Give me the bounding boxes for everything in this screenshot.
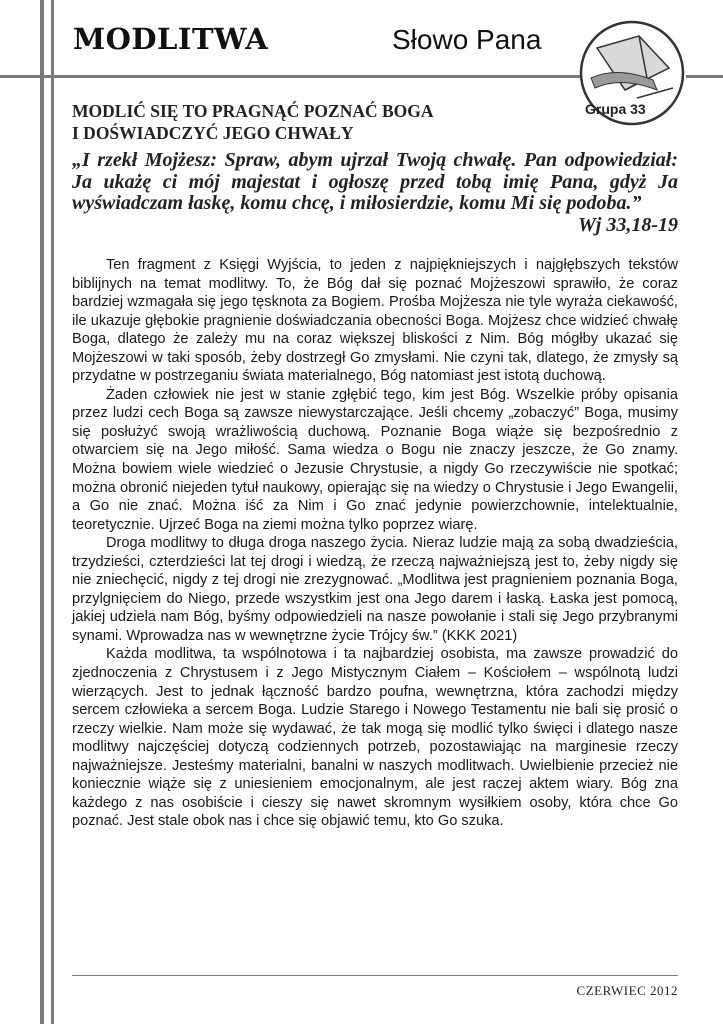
left-rule-inner: [51, 0, 54, 1024]
header-rule-right: [686, 75, 723, 78]
quote-reference: Wj 33,18-19: [578, 213, 678, 236]
paragraph-4: Każda modlitwa, ta wspólnotowa i ta najbardziej osobista, ma zawsze prowadzić do zjednoczenia z Chrystusem i z Jego Mistycznym Ciałem – Kościołem – wspólnotą ludzi wierzących. Jest to jednak łączność bardzo poufna, wewnętrzna, która zachodzi między sercem człowieka a sercem Boga. Ludzie Starego i Nowego Testamentu nie bali się prosić o rzeczy wielkie. Nam może się wydawać, że tak mogą się modlić tylko święci i dlatego nasze modlitwy najczęściej dotyczą codziennych potrzeb, pozostawiając na marginesie rzeczy najważniejsze. Jesteśmy materialni, banalni w naszych modlitwach. Uwielbienie przecież nie koniecznie wiąże się z uniesieniem emocjonalnym, ale jest raczej aktem wiary. Bóg zna każdego z nas osobiście i cieszy się nawet skromnym wysiłkiem osoby, która chce Go poznać. Jest stale obok nas i chce się objawić temu, kto Go szuka.: [72, 646, 678, 830]
paragraph-2: Żaden człowiek nie jest w stanie zgłębić tego, kim jest Bóg. Wszelkie próby opisania przez ludzi cech Boga są zawsze niewystarczające. Jeśli chcemy „zobaczyć” Boga, musimy się posłużyć swoją wrażliwością duchową. Poznanie Boga wiąże się bezpośrednio z otwarciem się na Jego miłość. Sama wiedza o Bogu nie znaczy jeszcze, że Go znamy. Można bowiem wiele wiedzieć o Jezusie Chrystusie, a nigdy Go rzeczywiście nie spotkać; można obronić niejeden tytuł naukowy, opierając się na wiedzy o Chrystusie i Jego Ewangelii, a Go nie znać. Można iść za Nim i Go znać jedynie powierzchownie, intelektualnie, teoretycznie. Ujrzeć Boga na ziemi można tylko poprzez wiarę.: [72, 386, 678, 533]
scripture-quote: [72, 150, 678, 236]
logo-text: Grupa 33: [585, 101, 646, 117]
paragraph-1: Ten fragment z Księgi Wyjścia, to jeden z najpiękniejszych i najgłębszych tekstów biblijnych na temat modlitwy. To, że Bóg dał się poznać Mojżeszowi sprawiło, że coraz bardziej wzmagała się jego tęsknota za Bogiem. Prośba Mojżesza nie tyle wyraża ciekawość, ile ukazuje głębokie pragnienie doświadczania obecności Boga. Mojżesz chce widzieć chwałę Boga, dlatego że zależy mu na coraz większej bliskości z Nim. Bóg mógłby ukazać się Mojżeszowi w taki sposób, żeby dostrzegł Go zmysłami. Nie czyni tak, dlatego, że zmysły są przydatne w postrzeganiu świata materialnego, Bóg natomiast jest istotą duchową.: [72, 257, 678, 385]
left-rule-outer: [40, 0, 44, 1024]
article-body: [72, 256, 678, 831]
heading-line-2: I DOŚWIADCZYĆ JEGO CHWAŁY: [72, 123, 354, 143]
grupa-33-logo: [577, 18, 687, 128]
footer-rule: [72, 975, 678, 976]
quote-text: „I rzekł Mojżesz: Spraw, abym ujrzał Twoją chwałę. Pan odpowiedział: Ja ukażę ci mój majestat i ogłoszę przed tobą imię Pana, gdyż Ja wyświadczam łaskę, komu chcę, i miłosierdzie, komu Mi się podoba.”: [72, 149, 678, 214]
issue-date: CZERWIEC 2012: [576, 983, 678, 998]
section-title: MODLITWA: [73, 22, 269, 56]
paragraph-3: Droga modlitwy to długa droga naszego życia. Nieraz ludzie mają za sobą dwadzieścia, trzydzieści, czterdzieści lat tej drogi i wiedzą, że rzeczą najważniejszą jest to, żeby nigdy się nie zniechęcić, nigdy z tej drogi nie zrezygnować. „Modlitwa jest pragnieniem poznania Boga, przylgnięciem do Niego, przede wszystkim jest ona Jego darem i łaską. Łaska jest pomocą, jakiej udziela nam Bóg, byśmy odpowiedzieli na nasze powołanie i stali się Jego przybranymi synami. Wprowadza nas w wewnętrzne życie Trójcy św.” (KKK 2021): [72, 535, 678, 644]
column-title: Słowo Pana: [392, 24, 542, 55]
heading-line-1: MODLIĆ SIĘ TO PRAGNĄĆ POZNAĆ BOGA: [72, 101, 434, 121]
header-rule: [0, 75, 580, 78]
article-heading: [72, 100, 434, 144]
